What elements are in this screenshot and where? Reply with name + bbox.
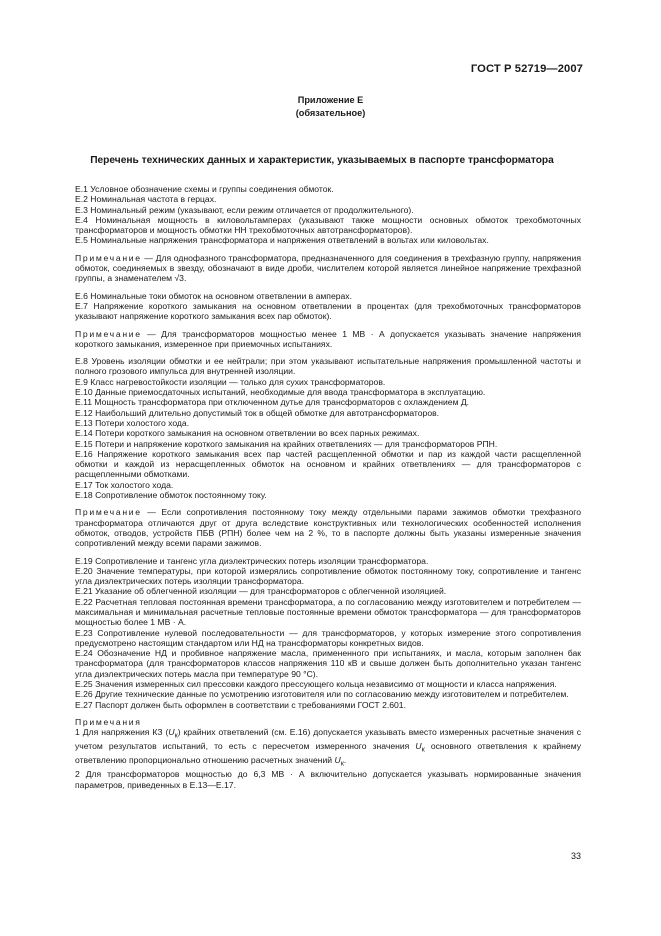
list-item: Е.17 Ток холостого хода. <box>75 479 174 490</box>
symbol-u: U <box>334 755 341 766</box>
list-item: Е.7 Напряжение короткого замыкания на основном ответвлении в процентах (для трехобмоточных трансформаторов указывают напряжение короткого замыкания всех пар обмоток). <box>75 300 581 322</box>
list-item: Е.15 Потери и напряжение короткого замыкания на крайних ответвлениях — для трансформаторов РПН. <box>75 438 498 449</box>
subscript: к <box>421 745 425 754</box>
note-text: — Если сопротивления постоянному току между отдельными парами зажимов обмотки трехфазного трансформатора отличаются друг от друга вследствие конструктивных или технологических особенностей исполнения обмоток, отводов, устройств ПБВ (РПН) более чем на 2 %, то в паспорте должны быть указаны измеренные значения сопротивлений между всеми парами зажимов. <box>75 507 581 549</box>
list-item: Е.13 Потери холостого хода. <box>75 417 190 428</box>
note-2 <box>75 329 581 350</box>
note-text: ) крайних ответвлений (см. Е.16) допускается указывать вместо измеренных расчетные значения с учетом результатов испытаний, то есть с пересчетом измеренного значения <box>75 727 581 752</box>
list-item: Е.22 Расчетная тепловая постоянная времени трансформатора, а по согласованию между изготовителем и потребителем — максимальная и минимальная расчетные тепловые постоянные времени обмоток трансформатора — для трансформаторов мощностью более 1 МВ · А. <box>75 596 581 628</box>
list-item: Е.16 Напряжение короткого замыкания всех пар частей расщепленной обмотки и пар из каждой части расщепленной обмотки и каждой из нерасщепленных обмоток на основном и крайних ответвлениях — для трансформаторов с расщепленными обмотками. <box>75 448 581 480</box>
note-3 <box>75 507 581 548</box>
note-text: 1 Для напряжения КЗ ( <box>75 727 169 738</box>
list-item: Е.19 Сопротивление и тангенс угла диэлектрических потерь изоляции трансформатора. <box>75 555 429 566</box>
notes-label-text: Примечания <box>75 716 142 727</box>
subscript: к <box>174 731 178 740</box>
list-item: Е.14 Потери короткого замыкания на основном ответвлении во всех парных режимах. <box>75 428 420 439</box>
final-note-1 <box>75 727 581 769</box>
list-item: Е.23 Сопротивление нулевой последовательности — для трансформаторов, у которых измерение этого сопротивления предусмотрено настоящим стандартом или НД на трансформаторы конкретных видов. <box>75 627 581 648</box>
appendix-subtitle: (обязательное) <box>295 108 366 118</box>
list-item: Е.24 Обозначение НД и пробивное напряжение масла, примененного при испытаниях, и масла, которым заполнен бак трансформатора (для трансформаторов классов напряжения 110 кВ и свыше должен быть дополнительно указан тангенс угла диэлектрических потерь масла при температуре 90 °С). <box>75 648 581 679</box>
list-item: Е.4 Номинальная мощность в киловольтамперах (указывают также мощности основных обмоток трехобмоточных трансформаторов и мощность обмотки НН трехобмоточных автотрансформаторов). <box>75 214 581 236</box>
list-item: Е.20 Значение температуры, при которой измерялись сопротивление обмоток постоянному току, сопротивление и тангенс угла диэлектрических потерь изоляции трансформатора. <box>75 565 581 587</box>
symbol-u: U <box>168 727 175 738</box>
sqrt-symbol: √3 <box>174 273 184 284</box>
note-text: — Для трансформаторов мощностью менее 1 МВ · А допускается указывать значение напряжения короткого замыкания, измеренное при приемочных испытаниях. <box>75 328 581 349</box>
note-label: Примечание <box>75 507 142 518</box>
final-note-2: 2 Для трансформаторов мощностью до 6,3 МВ · А включительно допускается указывать нормированные значения параметров, приведенных в Е.13—Е.17. <box>75 769 581 790</box>
note-text: основного ответвления к крайнему ответвлению пропорционально отношению расчетных значений <box>75 741 581 766</box>
note-label: Примечание <box>75 328 142 339</box>
page-number: 33 <box>570 851 581 861</box>
list-item: Е.10 Данные приемосдаточных испытаний, необходимые для ввода трансформатора в эксплуатацию. <box>75 387 486 398</box>
list-item: Е.26 Другие технические данные по усмотрению изготовителя или по согласованию между изготовителем и потребителем. <box>75 689 569 700</box>
note-label: Примечание <box>75 252 142 263</box>
symbol-u: U <box>415 741 422 752</box>
appendix-title: Приложение Е <box>297 95 364 105</box>
list-item: Е.1 Условное обозначение схемы и группы соединения обмоток. <box>75 184 334 194</box>
list-item: Е.3 Номинальный режим (указывают, если режим отличается от продолжительного). <box>75 204 414 215</box>
subscript: к <box>340 760 344 768</box>
list-item: Е.11 Мощность трансформатора при отключенном дутье для трансформаторов с охлаждением Д. <box>75 397 470 408</box>
section-title: Перечень технических данных и характеристик, указываемых в паспорте трансформатора <box>90 155 554 166</box>
note-text: — Для однофазного трансформатора, предназначенного для соединения в трехфазную группу, напряжения обмоток, соединяемых в звезду, обозначают в виде дроби, числителем которой является линейное напряжение трехфазной группы, а знаменателем <box>75 252 581 284</box>
note-end: . <box>183 273 187 284</box>
list-item: Е.27 Паспорт должен быть оформлен в соответствии с требованиями ГОСТ 2.601. <box>75 699 406 710</box>
note-1 <box>75 253 581 284</box>
list-item: Е.21 Указание об облегченной изоляции — для трансформаторов с облегченной изоляцией. <box>75 586 447 597</box>
note-text: . <box>343 755 347 766</box>
document-id: ГОСТ Р 52719—2007 <box>470 63 583 75</box>
list-item: Е.18 Сопротивление обмоток постоянному току. <box>75 490 267 501</box>
list-item: Е.6 Номинальные токи обмоток на основном ответвлении в амперах. <box>75 290 352 301</box>
list-item: Е.12 Наибольший длительно допустимый ток в общей обмотке для автотрансформаторов. <box>75 407 440 418</box>
list-item: Е.2 Номинальная частота в герцах. <box>75 194 217 205</box>
list-item: Е.8 Уровень изоляции обмотки и ее нейтрали; при этом указывают испытательные напряжения промышленной частоты и полного грозового импульса для внутренней изоляции. <box>75 356 581 377</box>
list-item: Е.5 Номинальные напряжения трансформатора и напряжения ответвлений в вольтах или киловольтах. <box>75 235 489 246</box>
list-item: Е.9 Класс нагревостойкости изоляции — только для сухих трансформаторов. <box>75 376 386 387</box>
notes-label <box>75 717 581 727</box>
list-item: Е.25 Значения измеренных сил прессовки каждого прессующего кольца независимо от мощности и класса напряжения. <box>75 679 557 690</box>
document-body <box>75 184 581 790</box>
